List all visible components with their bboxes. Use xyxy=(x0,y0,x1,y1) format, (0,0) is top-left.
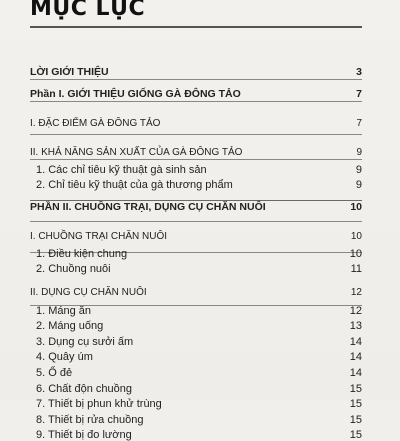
toc-entry-text: I. ĐẶC ĐIỂM GÀ ĐÔNG TẢO xyxy=(30,118,161,129)
toc-entry-text: 8. Thiết bị rửa chuồng xyxy=(36,413,144,426)
toc-item[interactable] xyxy=(30,260,362,275)
toc-entry-page: 9 xyxy=(355,164,362,176)
toc-entry-text: 1. Các chỉ tiêu kỹ thuật gà sinh sản xyxy=(36,164,207,176)
table-of-contents xyxy=(30,58,362,441)
toc-entry-page: 14 xyxy=(349,366,362,379)
toc-entry-text: 5. Ổ đẻ xyxy=(36,366,73,379)
toc-item[interactable] xyxy=(30,301,362,317)
toc-entry-page: 10 xyxy=(350,201,362,213)
toc-entry-text: 1. Máng ăn xyxy=(36,304,92,317)
toc-entry[interactable] xyxy=(30,64,362,78)
toc-item[interactable] xyxy=(30,379,362,395)
toc-section[interactable] xyxy=(30,228,362,242)
toc-part[interactable] xyxy=(30,199,362,213)
toc-entry-text: 3. Dụng cụ sưởi ấm xyxy=(36,335,134,348)
toc-entry-page: 12 xyxy=(349,304,362,317)
toc-item[interactable] xyxy=(30,410,362,426)
toc-entry-text: 1. Điều kiện chung xyxy=(36,248,128,260)
toc-entry-page: 15 xyxy=(349,429,362,441)
toc-entry-text: 7. Thiết bị phun khử trùng xyxy=(36,398,162,411)
toc-entry-page: 7 xyxy=(356,118,362,129)
toc-item[interactable] xyxy=(30,395,362,411)
toc-entry-text: II. DỤNG CỤ CHĂN NUÔI xyxy=(30,287,147,298)
toc-entry-page: 10 xyxy=(349,248,362,260)
toc-item[interactable] xyxy=(30,348,362,364)
toc-entry-page: 14 xyxy=(349,335,362,348)
toc-entry-text: 2. Chỉ tiêu kỹ thuật của gà thương phẩm xyxy=(36,179,233,191)
toc-entry-text: 6. Chất độn chuồng xyxy=(36,382,133,395)
toc-section[interactable] xyxy=(30,115,362,129)
toc-entry-text: PHẦN II. CHUỒNG TRẠI, DỤNG CỤ CHĂN NUÔI xyxy=(30,201,266,213)
toc-item[interactable] xyxy=(30,245,362,260)
toc-item[interactable] xyxy=(30,426,362,441)
toc-entry-text: I. CHUỒNG TRẠI CHĂN NUÔI xyxy=(30,231,168,242)
toc-entry-page: 11 xyxy=(350,263,362,275)
toc-entry-page: 9 xyxy=(355,179,362,191)
toc-item[interactable] xyxy=(30,161,362,176)
toc-entry-text: II. KHẢ NĂNG SẢN XUẤT CỦA GÀ ĐÔNG TẢO xyxy=(30,147,243,158)
page-title: MỤC LỤC xyxy=(30,0,146,21)
toc-section[interactable] xyxy=(30,144,362,158)
toc-section[interactable] xyxy=(30,284,362,298)
toc-entry-text: 9. Thiết bị đo lường xyxy=(36,429,132,441)
toc-entry-page: 7 xyxy=(356,88,362,100)
toc-entry-text: 2. Chuồng nuôi xyxy=(36,263,111,275)
toc-entry-page: 15 xyxy=(349,398,362,411)
toc-entry-page: 10 xyxy=(350,231,362,242)
toc-item[interactable] xyxy=(30,317,362,333)
toc-part[interactable] xyxy=(30,86,362,100)
toc-entry-text: 4. Quây úm xyxy=(36,351,93,364)
title-divider xyxy=(30,26,362,28)
toc-entry-text: LỜI GIỚI THIỆU xyxy=(30,66,109,78)
toc-item[interactable] xyxy=(30,332,362,348)
toc-entry-page: 9 xyxy=(356,147,362,158)
toc-item[interactable] xyxy=(30,176,362,191)
toc-entry-page: 14 xyxy=(349,351,362,364)
toc-entry-page: 3 xyxy=(356,66,362,78)
toc-item[interactable] xyxy=(30,363,362,379)
toc-entry-text: 2. Máng uống xyxy=(36,320,104,333)
toc-entry-page: 15 xyxy=(349,382,362,395)
toc-entry-page: 15 xyxy=(349,413,362,426)
toc-entry-page: 12 xyxy=(350,287,362,298)
toc-entry-text: Phần I. GIỚI THIỆU GIỐNG GÀ ĐÔNG TẢO xyxy=(30,88,241,100)
toc-entry-page: 13 xyxy=(349,320,362,333)
